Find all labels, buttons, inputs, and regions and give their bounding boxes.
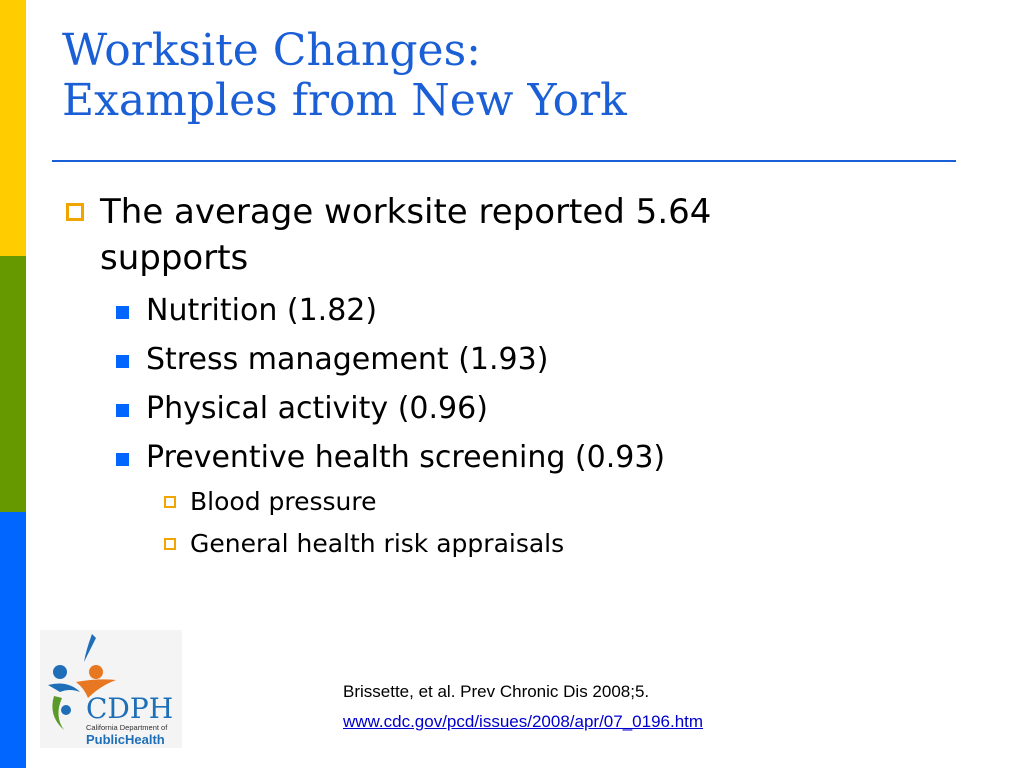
citation-link[interactable]: www.cdc.gov/pcd/issues/2008/apr/07_0196.htm — [343, 712, 704, 731]
cdph-logo-icon — [40, 630, 182, 748]
bullet-square-icon — [164, 496, 176, 508]
sub-bullet: Stress management (1.93) — [146, 342, 549, 377]
bullet-square-icon — [116, 306, 129, 319]
bullet-square-icon — [116, 453, 129, 466]
bullet-square-icon — [66, 203, 84, 221]
side-bar-yellow — [0, 0, 26, 256]
main-bullet-line-1: The average worksite reported 5.64 — [100, 192, 712, 232]
citation-text: Brissette, et al. Prev Chronic Dis 2008;5. — [343, 682, 650, 701]
main-bullet-line-2: supports — [100, 238, 249, 278]
title-line-2: Examples from New York — [62, 75, 627, 126]
svg-text:CDPH: CDPH — [86, 692, 174, 725]
svg-text:PublicHealth: PublicHealth — [86, 732, 165, 747]
sub-sub-bullet: Blood pressure — [190, 487, 377, 516]
bullet-square-icon — [164, 538, 176, 550]
svg-text:California Department of: California Department of — [86, 723, 168, 732]
side-bar-blue — [0, 512, 26, 768]
side-bar-green — [0, 256, 26, 512]
sub-bullet: Preventive health screening (0.93) — [146, 440, 666, 475]
slide-title — [62, 26, 962, 126]
bullet-square-icon — [116, 404, 129, 417]
cdph-logo — [40, 630, 182, 748]
title-line-1: Worksite Changes: — [62, 25, 481, 76]
title-underline — [52, 160, 956, 162]
sub-bullet: Nutrition (1.82) — [146, 293, 378, 328]
sub-bullet: Physical activity (0.96) — [146, 391, 488, 426]
sub-sub-bullet: General health risk appraisals — [190, 529, 565, 558]
bullet-square-icon — [116, 355, 129, 368]
